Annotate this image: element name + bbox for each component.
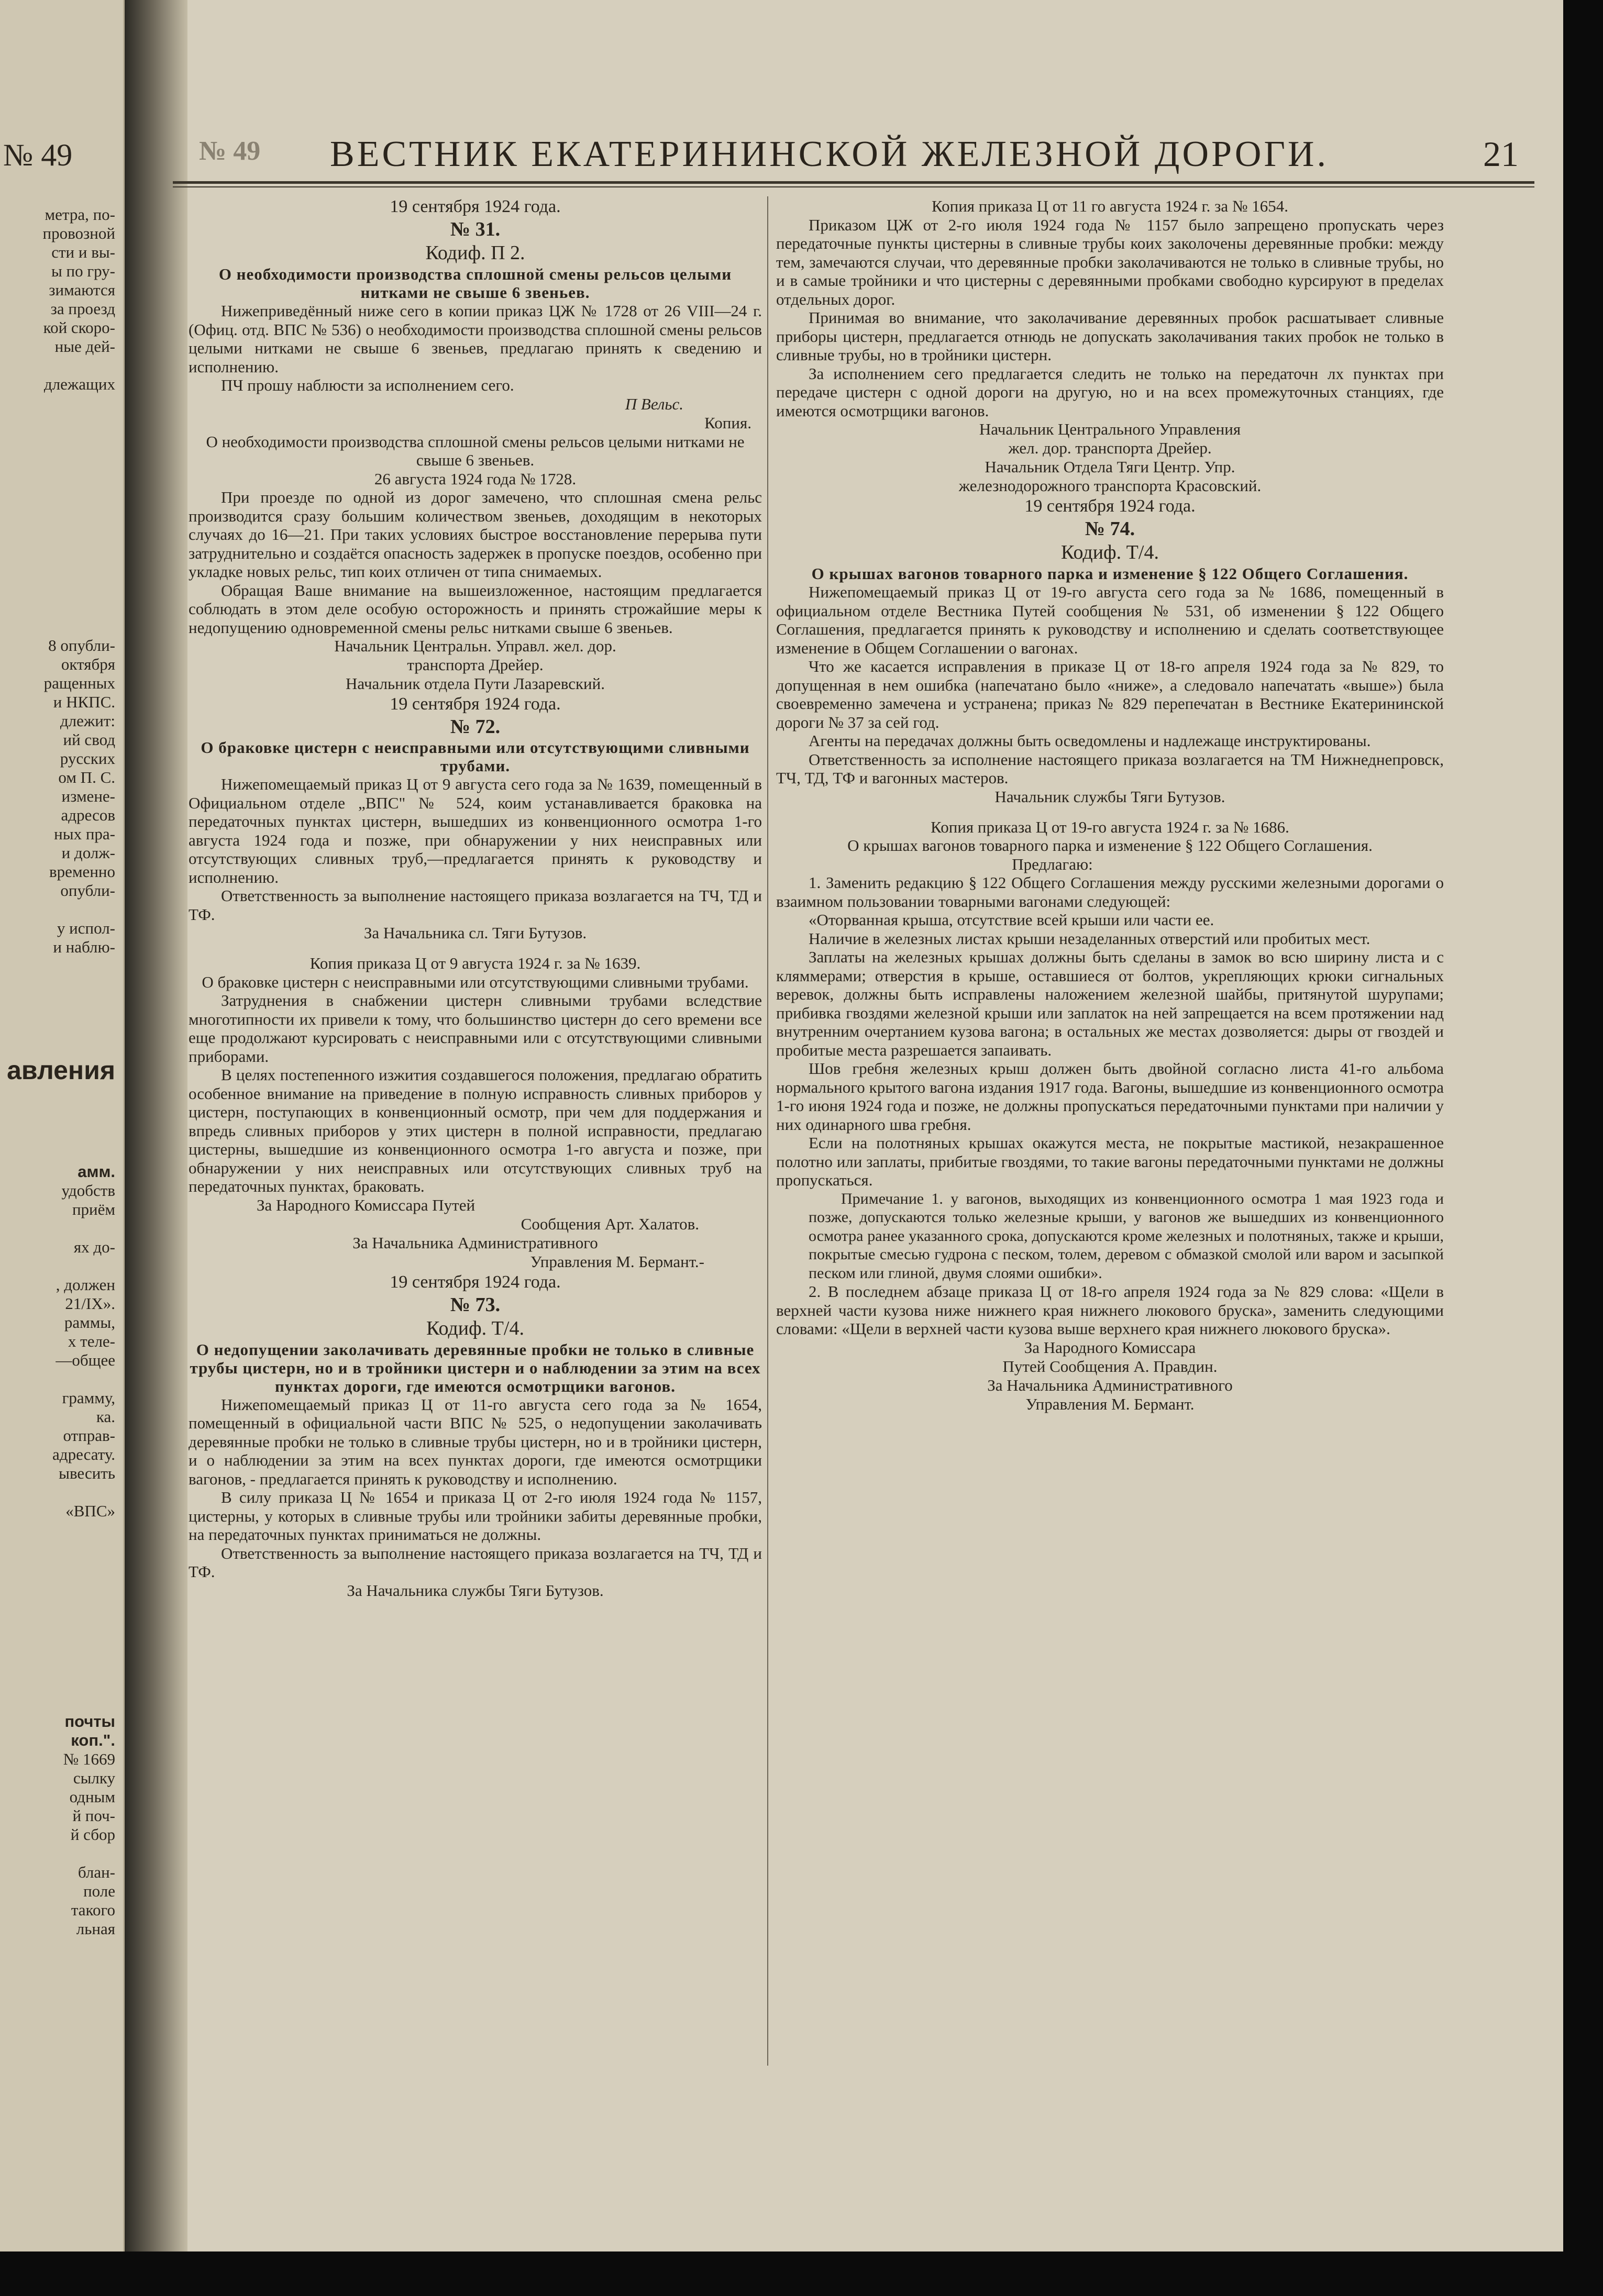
previous-page-line: такого bbox=[71, 1901, 115, 1919]
order-signature: транспорта Дрейер. bbox=[407, 656, 544, 674]
order-date: 19 сентября 1924 года. bbox=[390, 694, 561, 714]
order-paragraph: Агенты на передачах должны быть осведомлены и надлежаще инструктированы. bbox=[809, 731, 1371, 750]
order-paragraph: Ответственность за выполнение настоящего приказа возлагается на ТЧ, ТД и ТФ. bbox=[189, 1544, 762, 1581]
previous-page-line: адресату. bbox=[52, 1445, 115, 1463]
previous-page-line: поле bbox=[83, 1882, 115, 1900]
order-codification: Кодиф. П 2. bbox=[425, 242, 525, 264]
order-paragraph: Наличие в железных листах крыши незаделанных отверстий или пробитых мест. bbox=[809, 929, 1370, 948]
order-signature: железнодорожного транспорта Красовский. bbox=[958, 476, 1262, 495]
previous-page-line: сти и вы- bbox=[51, 243, 115, 261]
previous-page-line: провозной bbox=[42, 224, 115, 242]
copy-heading: О крышах вагонов товарного парка и изменение § 122 Общего Соглашения. bbox=[847, 836, 1373, 855]
previous-page-line: й поч- bbox=[72, 1806, 115, 1825]
order-signature: За Народного Комиссара Путей bbox=[257, 1195, 476, 1214]
order-signature: За Народного Комиссара bbox=[1024, 1338, 1196, 1357]
order-signature: Управления М. Бермант. bbox=[1025, 1394, 1195, 1413]
previous-page-issue: № 49 bbox=[3, 138, 73, 172]
right-column bbox=[776, 194, 1444, 2079]
order-paragraph: Шов гребня железных крыш должен быть двойной согласно листа 41-го альбома нормального крытого вагона издания 1917 года. Вагоны, вышедшие из конвенционного осмотра 1-го июня 1924 года и позже, не должны пропускаться передаточными пунктами при наличии у них одинарного шва гребня. bbox=[776, 1059, 1444, 1134]
order-number: № 72. bbox=[450, 716, 501, 738]
order-paragraph: Ответственность за выполнение настоящего приказа возлагается на ТЧ, ТД и ТФ. bbox=[189, 886, 762, 924]
previous-page-line: —общее bbox=[56, 1351, 115, 1369]
left-column bbox=[189, 194, 762, 2079]
order-paragraph: При проезде по одной из дорог замечено, что сплошная смена рельс производится сразу большим количеством звеньев, доходящим в некоторых случаях до 16—21. При таких условиях быстрое восстановление перерыва пути затруднительно и создаётся опасность задержек в пропуске поездов, особенно при укладке новых рельс, тип коих отличен от типа снимаемых. bbox=[189, 488, 762, 581]
order-paragraph: Нижепомещаемый приказ Ц от 9 августа сего года за № 1639, помещенный в Официальном отделе „ВПС" № 524, коим устанавливается браковка на передаточных пунктах цистерн, вышедших из конвенционного осмотра 1-го августа 1924 года и позже, при обнаружении у них неисправных или отсутствующих сливных труб,—предлагается принять к руководству и исполнению. bbox=[189, 775, 762, 886]
order-paragraph: Нижепомещаемый приказ Ц от 19-го августа сего года за № 1686, помещенный в официальном отделе Вестника Путей сообщения № 531, об изменении § 122 Общего Соглашения, предлагается принять к руководству и исполнению и сделать соответствующее изменение в Общем Соглашении о вагонах. bbox=[776, 583, 1444, 657]
order-heading: О браковке цистерн с неисправными или отсутствующими сливными трубами. bbox=[201, 738, 750, 775]
previous-page-line: й сбор bbox=[70, 1825, 115, 1844]
previous-page-line: амм. bbox=[78, 1162, 115, 1181]
running-header bbox=[199, 134, 1524, 181]
previous-page-line bbox=[0, 1370, 115, 1389]
order-heading: О крышах вагонов товарного парка и изменение § 122 Общего Соглашения. bbox=[811, 564, 1409, 583]
order-paragraph: Нижеприведённый ниже сего в копии приказ ЦЖ № 1728 от 26 VIII—24 г. (Офиц. отд. ВПС № 536) о необходимости производства сплошной смены рельсов целыми нитками не свыше 6 звеньев, предлагаю принять к сведению и исполнению. bbox=[189, 302, 762, 376]
book-gutter-shadow bbox=[125, 0, 187, 2296]
order-date: 19 сентября 1924 года. bbox=[390, 197, 561, 216]
previous-page-line bbox=[0, 900, 115, 919]
order-paragraph: Принимая во внимание, что заколачивание деревянных пробок расшатывает сливные приборы цистерн, предлагается отнюдь не допускать заколачивания таких пробок не только в сливные трубы, но в тройники цистерн. bbox=[776, 308, 1444, 364]
column-divider bbox=[767, 196, 768, 2066]
order-signature: Начальник Отдела Тяги Центр. Упр. bbox=[985, 458, 1235, 476]
previous-page-line: 8 опубли- bbox=[48, 636, 115, 655]
copy-heading: О необходимости производства сплошной смены рельсов целыми нитками не свыше 6 звеньев. bbox=[206, 432, 745, 469]
previous-page-line: ка. bbox=[96, 1407, 115, 1426]
previous-page-line: ий свод bbox=[63, 730, 115, 749]
order-paragraph: Обращая Ваше внимание на вышеизложенное, настоящим предлагается соблюдать в этом деле особую осторожность и принять строжайшие меры к недопущению одновременной смены рельс нитками свыше 6 звеньев. bbox=[189, 581, 762, 637]
order-paragraph: За исполнением сего предлагается следить не только на передаточн лх пунктах при передаче цистерн с одной дороги на другую, но и на всех промежуточных станциях, где имеются осмотрщики вагонов. bbox=[776, 364, 1444, 420]
previous-page-line: грамму, bbox=[62, 1389, 115, 1407]
order-signature: жел. дор. транспорта Дрейер. bbox=[1008, 439, 1212, 457]
previous-page-line: октября bbox=[61, 655, 115, 673]
previous-page-line: отправ- bbox=[63, 1426, 115, 1445]
previous-page-line: ные дей- bbox=[54, 337, 115, 356]
previous-page-line: и долж- bbox=[61, 844, 115, 862]
order-paragraph: Заплаты на железных крышах должны быть сделаны в замок во всю ширину листа и с кляммерами; отверстия в крыше, оставшиеся от болтов, укрепляющих крюки сигнальных веревок, должны быть исправлены наложением железной шайбы, притянутой шурупами; прибивка гвоздями железной крыши или заплаток на ней запрещается на всем протяжении над внутренним очертанием кузова вагона; в остальных же местах дозволяется: дыры от гвоздей и пробитые места разрешается запаивать. bbox=[776, 948, 1444, 1059]
previous-page-text-block bbox=[0, 636, 115, 957]
previous-page-line: измене- bbox=[61, 787, 115, 805]
order-note: Примечание 1. у вагонов, выходящих из конвенционного осмотра 1 мая 1923 года и позже, допускаются только железные крыши, у вагонов же вышедших из конвенционного осмотра ранее указанного срока, допускаются кроме железных и полотняных, также и крыши, покрытые смесью гудрона с песком, толем, деревом с обмазкой смолой или варом и засыпкой песком или глиной, двумя слоями ошибки». bbox=[809, 1190, 1444, 1282]
copy-title: Копия приказа Ц от 11 го августа 1924 г. за № 1654. bbox=[931, 197, 1289, 215]
order-heading: О недопущении заколачивать деревянные пробки не только в сливные трубы цистерн, но и в тройники цистерн и о наблюдении за этим на всех пунктах дороги, где имеются осмотрщики вагонов. bbox=[190, 1340, 761, 1395]
previous-page-line: у испол- bbox=[57, 919, 115, 937]
previous-page-line: русских bbox=[60, 749, 115, 768]
previous-page-line bbox=[0, 1483, 115, 1502]
order-signature: Путей Сообщения А. Правдин. bbox=[1002, 1357, 1218, 1376]
previous-page-line: ом П. С. bbox=[58, 768, 115, 786]
previous-page-text-block bbox=[0, 1712, 115, 1938]
previous-page-line: «ВПС» bbox=[65, 1502, 115, 1520]
order-signature: За Начальника службы Тяги Бутузов. bbox=[347, 1581, 604, 1600]
previous-page-line bbox=[0, 356, 115, 375]
order-heading: О необходимости производства сплошной смены рельсов целыми нитками не свыше 6 звеньев. bbox=[218, 265, 732, 302]
previous-page-line: одным bbox=[69, 1788, 115, 1806]
order-paragraph: 1. Заменить редакцию § 122 Общего Соглашения между русскими железными дорогами о взаимном пользовании товарными вагонами следующей: bbox=[776, 873, 1444, 911]
order-paragraph: Затруднения в снабжении цистерн сливными трубами вследствие многотипности их привели к тому, что большинство цистерн до сего времени все еще продолжают курсировать с неисправными или с отсутствующими сливными приборами. bbox=[189, 991, 762, 1066]
order-number: № 74. bbox=[1085, 518, 1135, 540]
previous-page-line bbox=[0, 1257, 115, 1275]
previous-page-line: длежащих bbox=[43, 375, 115, 393]
previous-page-text-block bbox=[0, 205, 115, 394]
previous-page-line: льная bbox=[76, 1920, 115, 1938]
previous-page-line: адресов bbox=[61, 806, 115, 824]
previous-page-line bbox=[0, 1219, 115, 1238]
order-paragraph: Нижепомещаемый приказ Ц от 11-го августа сего года за № 1654, помещенный в официальной части ВПС № 525, о недопущении заколачивать деревянные пробки не только в сливные трубы цистерн, но и в тройники цистерн, и о наблюдении за этим на всех пунктах дороги, где имеются осмотрщики вагонов, - предлагается принять к руководству и исполнению. bbox=[189, 1395, 762, 1488]
previous-page-line: х теле- bbox=[68, 1332, 115, 1350]
page-number: 21 bbox=[1483, 134, 1519, 174]
order-paragraph: Приказом ЦЖ от 2-го июля 1924 года № 1157 было запрещено пропускать через передаточные пункты цистерны в сливные трубы коих заколочены деревянные пробки: между тем, замечаются случаи, что деревянные пробки заколачиваются не только в сливные трубы, но и в самые тройники и что цистерны с деревянными пробками свободно курсируют в пределах отдельных дорог. bbox=[776, 215, 1444, 308]
copy-title: Копия приказа Ц от 19-го августа 1924 г. за № 1686. bbox=[931, 817, 1289, 836]
propose-label: Предлагаю: bbox=[1012, 855, 1093, 873]
previous-page-line: удобств bbox=[61, 1181, 115, 1200]
previous-page-edge bbox=[0, 0, 125, 2296]
order-paragraph: 2. В последнем абзаце приказа Ц от 18-го апреля 1924 года за № 829 слова: «Щели в верхней части кузова ниже нижнего края нижнего люкового бруска», заменить следующими словами: «Щели в верхней части кузова выше верхнего края нижнего люкового бруска». bbox=[776, 1282, 1444, 1338]
order-paragraph: Ответственность за исполнение настоящего приказа возлагается на ТМ Нижнеднепровск, ТЧ, ТД, ТФ и вагонных мастеров. bbox=[776, 750, 1444, 787]
previous-page-line: ы по гру- bbox=[51, 262, 115, 280]
previous-page-line: ях до- bbox=[73, 1238, 115, 1256]
previous-page-line: и НКПС. bbox=[53, 693, 115, 711]
previous-page-text-block bbox=[0, 1162, 115, 1521]
order-paragraph: Если на полотняных крышах окажутся места, не покрытые мастикой, незакрашенное полотно или заплаты, прибитые гвоздями, то такие вагоны передаточными пунктами не должны пропускаться. bbox=[776, 1134, 1444, 1189]
header-rule-thin bbox=[173, 186, 1534, 187]
order-signature: Начальник отдела Пути Лазаревский. bbox=[346, 674, 605, 693]
order-number: № 73. bbox=[450, 1293, 501, 1316]
copy-date: 26 августа 1924 года № 1728. bbox=[374, 469, 577, 488]
previous-page-line: коп.". bbox=[71, 1731, 115, 1749]
previous-page-line: приём bbox=[72, 1200, 115, 1218]
order-signature: За Начальника Административного bbox=[987, 1376, 1233, 1394]
issue-number: № 49 bbox=[199, 136, 261, 166]
previous-page-line: ных пра- bbox=[54, 825, 115, 843]
order-signature: Начальник Центрального Управления bbox=[979, 420, 1241, 438]
previous-page-line: метра, по- bbox=[45, 205, 115, 224]
copy-heading: О браковке цистерн с неисправными или отсутствующими сливными трубами. bbox=[202, 972, 749, 991]
previous-page-line: 21/IX». bbox=[65, 1294, 115, 1313]
previous-page-line: длежит: bbox=[60, 712, 115, 730]
order-paragraph: В целях постепенного изжития создавшегося положения, предлагаю обратить особенное внимание на приведение в полную исправность сливных приборов у цистерн, поступающих в конвенционный осмотр, при чем для поддержания и впредь сливных приборов у этих цистерн в полной исправности, предлагаю цистерны, вышедшие из конвенционного осмотра 1-го августа и позже, при обнаружении у них неисправных или отсутствующих сливных труб на передаточных пунктах, браковать. bbox=[189, 1066, 762, 1195]
order-codification: Кодиф. Т/4. bbox=[426, 1317, 524, 1339]
copy-label: Копия. bbox=[704, 413, 751, 432]
previous-page-line: за проезд bbox=[50, 300, 115, 318]
previous-page-line: блан- bbox=[78, 1863, 115, 1881]
order-date: 19 сентября 1924 года. bbox=[390, 1272, 561, 1292]
previous-page-line bbox=[0, 1844, 115, 1863]
previous-page-line: ращенных bbox=[43, 674, 115, 692]
order-paragraph: ПЧ прошу наблюсти за исполнением сего. bbox=[221, 376, 514, 394]
previous-page-line: , должен bbox=[56, 1275, 115, 1294]
order-paragraph: В силу приказа Ц № 1654 и приказа Ц от 2-го июля 1924 года № 1157, цистерны, у которых в сливные трубы или тройники забиты деревянные пробки, на передаточных пунктах приниматься не должны. bbox=[189, 1488, 762, 1544]
journal-title: ВЕСТНИК ЕКАТЕРИНИНСКОЙ ЖЕЛЕЗНОЙ ДОРОГИ. bbox=[330, 134, 1329, 174]
previous-page-line: кой скоро- bbox=[43, 318, 115, 337]
order-codification: Кодиф. Т/4. bbox=[1061, 541, 1159, 563]
copy-title: Копия приказа Ц от 9 августа 1924 г. за № 1639. bbox=[309, 954, 641, 972]
previous-page-section-title: авления bbox=[7, 1056, 115, 1085]
previous-page-line: № 1669 bbox=[63, 1750, 115, 1768]
order-signature: П Вельс. bbox=[625, 394, 683, 413]
previous-page-line: сылку bbox=[73, 1769, 115, 1787]
previous-page-line: почты bbox=[64, 1712, 115, 1731]
previous-page-line: опубли- bbox=[60, 881, 115, 900]
scan-bottom-edge bbox=[0, 2251, 1603, 2296]
previous-page-line: и наблю- bbox=[53, 938, 115, 956]
previous-page-line: ывесить bbox=[59, 1464, 115, 1482]
previous-page-line: раммы, bbox=[64, 1313, 115, 1332]
header-rule bbox=[173, 181, 1534, 184]
order-signature: За Начальника Административного bbox=[352, 1233, 598, 1252]
order-signature: Начальник службы Тяги Бутузов. bbox=[994, 787, 1225, 806]
order-signature: Сообщения Арт. Халатов. bbox=[521, 1214, 699, 1233]
order-number: № 31. bbox=[450, 218, 501, 240]
order-signature: Начальник Центральн. Управл. жел. дор. bbox=[334, 637, 616, 655]
order-paragraph: Что же касается исправления в приказе Ц от 18-го апреля 1924 года за № 829, то допущенная в нем ошибка (напечатано было «ниже», а следовало напечатать «выше») была своевременно замечена и устранена; приказ № 829 перепечатан в Вестнике Екатерининской дороги № 37 за сей год. bbox=[776, 657, 1444, 731]
order-signature: За Начальника сл. Тяги Бутузов. bbox=[363, 924, 587, 942]
order-date: 19 сентября 1924 года. bbox=[1024, 496, 1196, 516]
previous-page-line: зимаются bbox=[49, 281, 115, 299]
order-paragraph: «Оторванная крыша, отсутствие всей крыши или части ее. bbox=[809, 911, 1214, 929]
previous-page-line: временно bbox=[49, 862, 115, 881]
order-signature: Управления М. Бермант.- bbox=[530, 1252, 704, 1271]
